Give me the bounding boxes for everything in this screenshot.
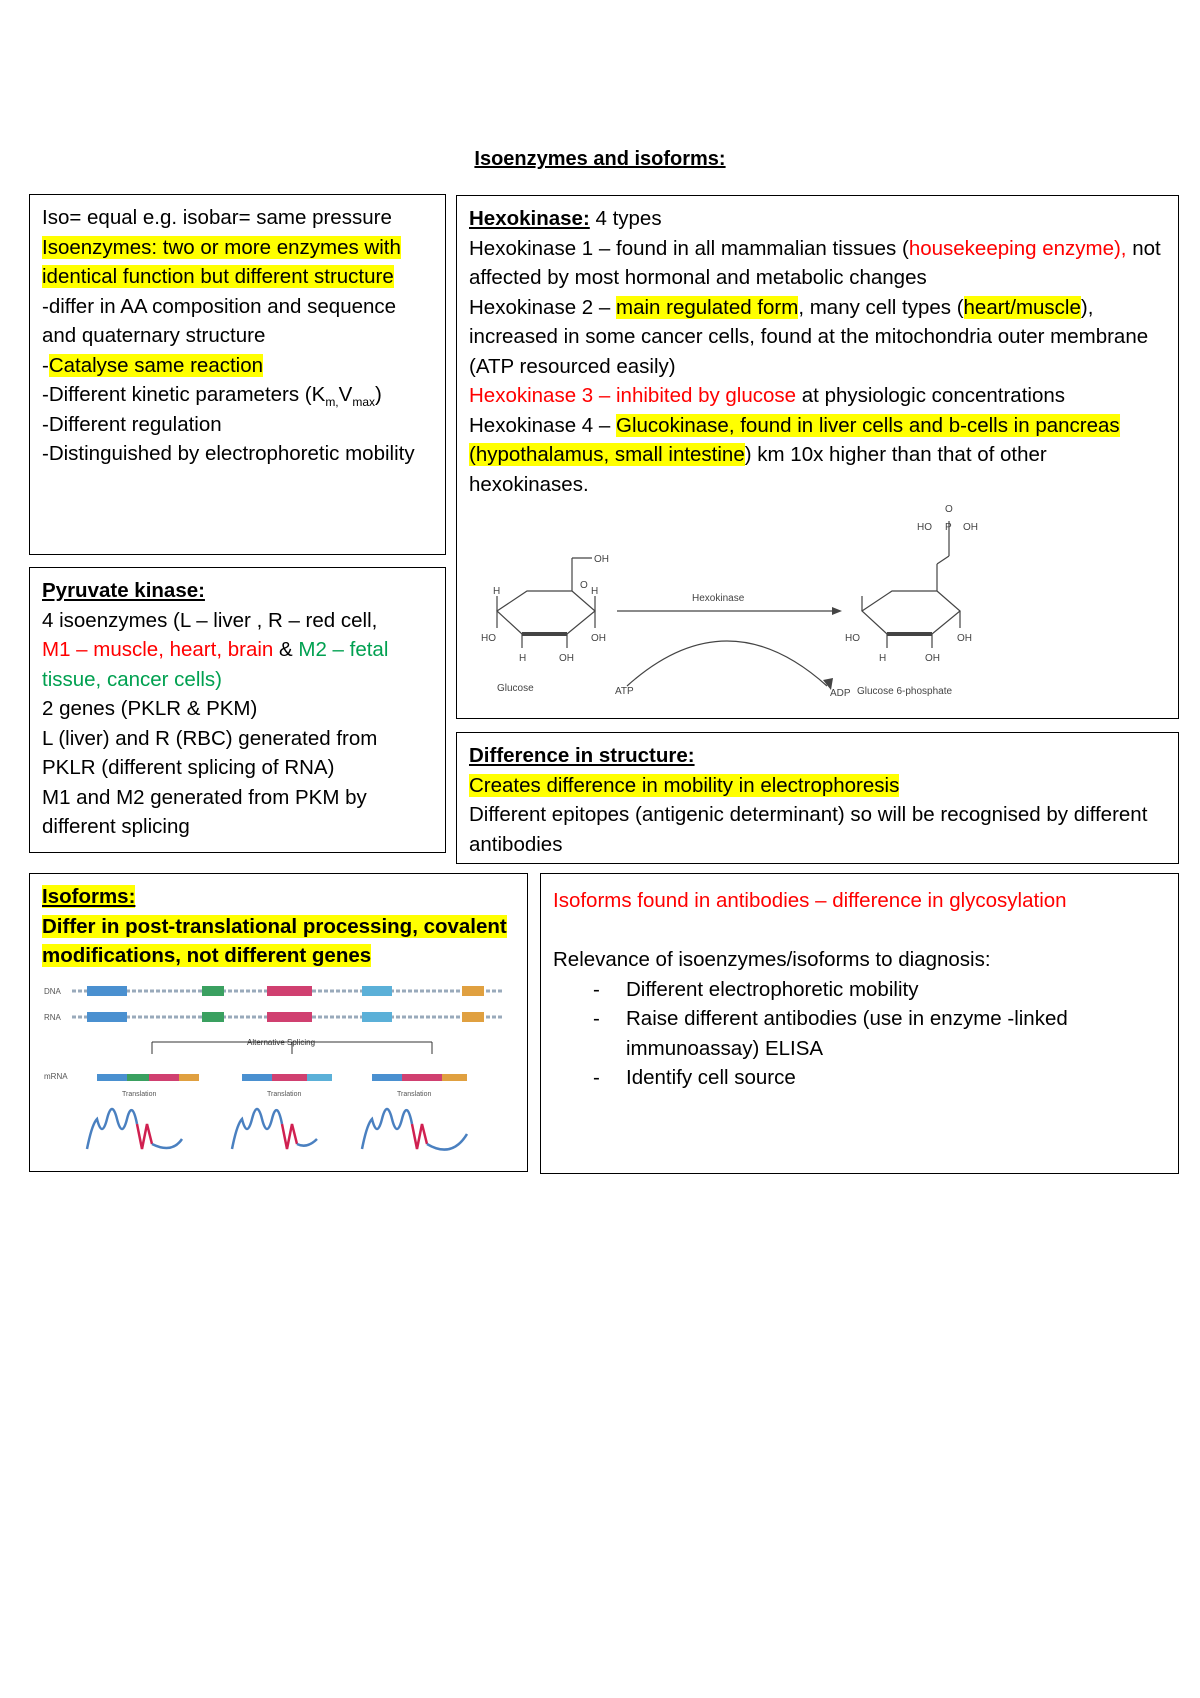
translation-label-1: Translation bbox=[122, 1091, 157, 1098]
enzyme-label: Hexokinase bbox=[692, 593, 745, 604]
glucose-6-phosphate-molecule bbox=[862, 521, 960, 648]
translation-label-2: Translation bbox=[267, 1091, 302, 1098]
protein-isoform-1 bbox=[87, 1109, 182, 1149]
main-regulated-form: main regulated form bbox=[616, 295, 799, 319]
glucokinase: Glucokinase, found in liver cells and b-cells in pancreas (hypothalamus, small intestine bbox=[469, 413, 1120, 466]
h-label-2: H bbox=[519, 653, 527, 664]
catalyse-text: Catalyse same reaction bbox=[48, 353, 264, 377]
pyruvate-genes: 2 genes (PKLR & PKM) bbox=[42, 697, 258, 720]
pyruvate-l-r: L (liver) and R (RBC) generated from PKLR (different splicing of RNA) bbox=[42, 726, 378, 779]
mrna-label: mRNA bbox=[44, 1072, 68, 1081]
glucose-molecule bbox=[497, 558, 595, 648]
hk2-rest: ), increased in some cancer cells, found at the mitochondria outer membrane (ATP resourced easily) bbox=[469, 295, 1149, 378]
structure-mobility-line bbox=[469, 771, 1166, 801]
isoforms-heading-line bbox=[42, 882, 515, 912]
oh-label-p2: OH bbox=[957, 633, 972, 644]
hexokinase-box bbox=[456, 195, 1179, 719]
mrna-variant-1 bbox=[97, 1074, 199, 1081]
adp-label: ADP bbox=[830, 688, 851, 699]
hk3-rest: at physiologic concentrations bbox=[796, 384, 1066, 407]
hexokinase-4 bbox=[469, 411, 1166, 500]
isoforms-definition-line bbox=[42, 912, 515, 971]
ampersand: & bbox=[273, 638, 299, 661]
phosphate-oh-label: OH bbox=[963, 522, 978, 533]
product-label: Glucose 6-phosphate bbox=[857, 686, 953, 697]
oh-label-3: OH bbox=[591, 633, 606, 644]
kinetic-line bbox=[42, 380, 433, 410]
isoforms-heading: Isoforms: bbox=[42, 885, 136, 908]
spacer bbox=[553, 916, 1166, 946]
heart-muscle: heart/muscle bbox=[963, 295, 1081, 319]
relevance-heading: Relevance of isoenzymes/isoforms to diagnosis: bbox=[553, 948, 991, 971]
oh-label: OH bbox=[594, 554, 609, 565]
isoforms-definition: Differ in post-translational processing, covalent modifications, not different genes bbox=[42, 914, 507, 967]
iso-definition-box bbox=[29, 194, 446, 555]
pyruvate-kinase-box bbox=[29, 567, 446, 853]
isoenzyme-definition-text: Isoenzymes: two or more enzymes with identical function but different structure bbox=[42, 235, 401, 288]
protein-isoform-3 bbox=[362, 1109, 467, 1150]
ho-label: HO bbox=[481, 633, 496, 644]
antibodies-glycosylation: Isoforms found in antibodies – difference in glycosylation bbox=[553, 889, 1067, 912]
oh-label-p: OH bbox=[925, 653, 940, 664]
pyruvate-m1-m2: M1 and M2 generated from PKM by different splicing bbox=[42, 785, 367, 838]
list-item: - Identify cell source bbox=[593, 1063, 1166, 1093]
hexokinase-2 bbox=[469, 293, 1166, 382]
hk4-text: Hexokinase 4 – bbox=[469, 413, 617, 437]
structure-difference-box bbox=[456, 732, 1179, 864]
km-subscript: m, bbox=[325, 395, 339, 410]
list-item: - Raise different antibodies (use in enzyme -linked immunoassay) ELISA bbox=[593, 1004, 1166, 1063]
dash: - bbox=[42, 353, 49, 377]
hk1-text: Hexokinase 1 – found in all mammalian tissues ( bbox=[469, 236, 909, 260]
atp-label: ATP bbox=[615, 686, 634, 697]
alternative-splicing-diagram bbox=[42, 974, 512, 1159]
dna-strand bbox=[72, 986, 502, 996]
ho-label-p: HO bbox=[845, 633, 860, 644]
glucose-label: Glucose bbox=[497, 683, 534, 694]
hexokinase-types: 4 types bbox=[589, 207, 662, 230]
aa-composition-line: -differ in AA composition and sequence and quaternary structure bbox=[42, 294, 397, 347]
v-letter: V bbox=[338, 383, 353, 406]
mobility-text: Creates difference in mobility in electrophoresis bbox=[469, 773, 900, 797]
hexokinase-heading: Hexokinase: bbox=[469, 207, 590, 230]
hexokinase-reaction-diagram bbox=[467, 504, 987, 706]
pyruvate-heading-line bbox=[42, 576, 433, 606]
m2-fetal: M2 – fetal tissue, cancer cells) bbox=[42, 638, 389, 691]
hk2-mid: , many cell types ( bbox=[798, 295, 964, 319]
housekeeping-enzyme: housekeeping enzyme), bbox=[908, 236, 1127, 260]
structure-epitopes: Different epitopes (antigenic determinant) so will be recognised by different antibodies bbox=[469, 803, 1148, 856]
pyruvate-m-forms bbox=[42, 635, 433, 694]
h-label-3: H bbox=[591, 586, 599, 597]
oh-label-2: OH bbox=[559, 653, 574, 664]
protein-isoform-2 bbox=[232, 1109, 317, 1149]
vmax-subscript: max bbox=[352, 395, 376, 410]
atp-adp-arrow bbox=[627, 641, 827, 686]
h-label-p: H bbox=[879, 653, 887, 664]
iso-line: Iso= equal e.g. isobar= same pressure bbox=[42, 206, 392, 229]
hexokinase-1 bbox=[469, 234, 1166, 293]
isoenzyme-definition bbox=[42, 233, 433, 292]
kinetic-suffix: ) bbox=[375, 383, 382, 406]
mrna-variant-3 bbox=[372, 1074, 467, 1081]
rna-strand bbox=[72, 1012, 502, 1022]
hexokinase-heading-line bbox=[469, 204, 1166, 234]
structure-heading: Difference in structure: bbox=[469, 744, 695, 767]
ring-o-label: O bbox=[580, 580, 588, 591]
m1-muscle: M1 – muscle, heart, brain bbox=[42, 638, 274, 661]
hk4-rest: ) km 10x higher than that of other hexokinases. bbox=[469, 443, 1047, 496]
rna-label: RNA bbox=[44, 1013, 61, 1022]
structure-heading-line bbox=[469, 741, 1166, 771]
phosphate-ho-label: HO bbox=[917, 522, 932, 533]
relevance-list bbox=[553, 975, 1166, 1093]
arrowhead-icon bbox=[832, 607, 842, 615]
mrna-variant-2 bbox=[242, 1074, 332, 1081]
catalyse-line bbox=[42, 351, 433, 381]
h-label: H bbox=[493, 586, 501, 597]
hexokinase-3 bbox=[469, 381, 1166, 411]
hk3-inhibited: Hexokinase 3 – inhibited by glucose bbox=[469, 384, 797, 407]
relevance-box bbox=[540, 873, 1179, 1174]
hk2-text: Hexokinase 2 – bbox=[469, 295, 617, 319]
kinetic-prefix: -Different kinetic parameters (K bbox=[42, 383, 326, 406]
phosphate-o-label: O bbox=[945, 504, 953, 515]
isoforms-box bbox=[29, 873, 528, 1172]
page-title: Isoenzymes and isoforms: bbox=[474, 148, 726, 170]
phosphate-p-label: P bbox=[945, 522, 952, 533]
pyruvate-isoenzymes: 4 isoenzymes (L – liver , R – red cell, bbox=[42, 608, 378, 632]
pyruvate-heading: Pyruvate kinase: bbox=[42, 579, 205, 602]
splicing-label: Alternative Splicing bbox=[247, 1038, 316, 1047]
regulation-line: -Different regulation bbox=[42, 412, 222, 436]
list-item: - Different electrophoretic mobility bbox=[593, 975, 1166, 1005]
electrophoretic-line: -Distinguished by electrophoretic mobility bbox=[42, 442, 415, 465]
dna-label: DNA bbox=[44, 987, 61, 996]
translation-label-3: Translation bbox=[397, 1091, 432, 1098]
hk1-rest: not affected by most hormonal and metabolic changes bbox=[469, 236, 1161, 289]
